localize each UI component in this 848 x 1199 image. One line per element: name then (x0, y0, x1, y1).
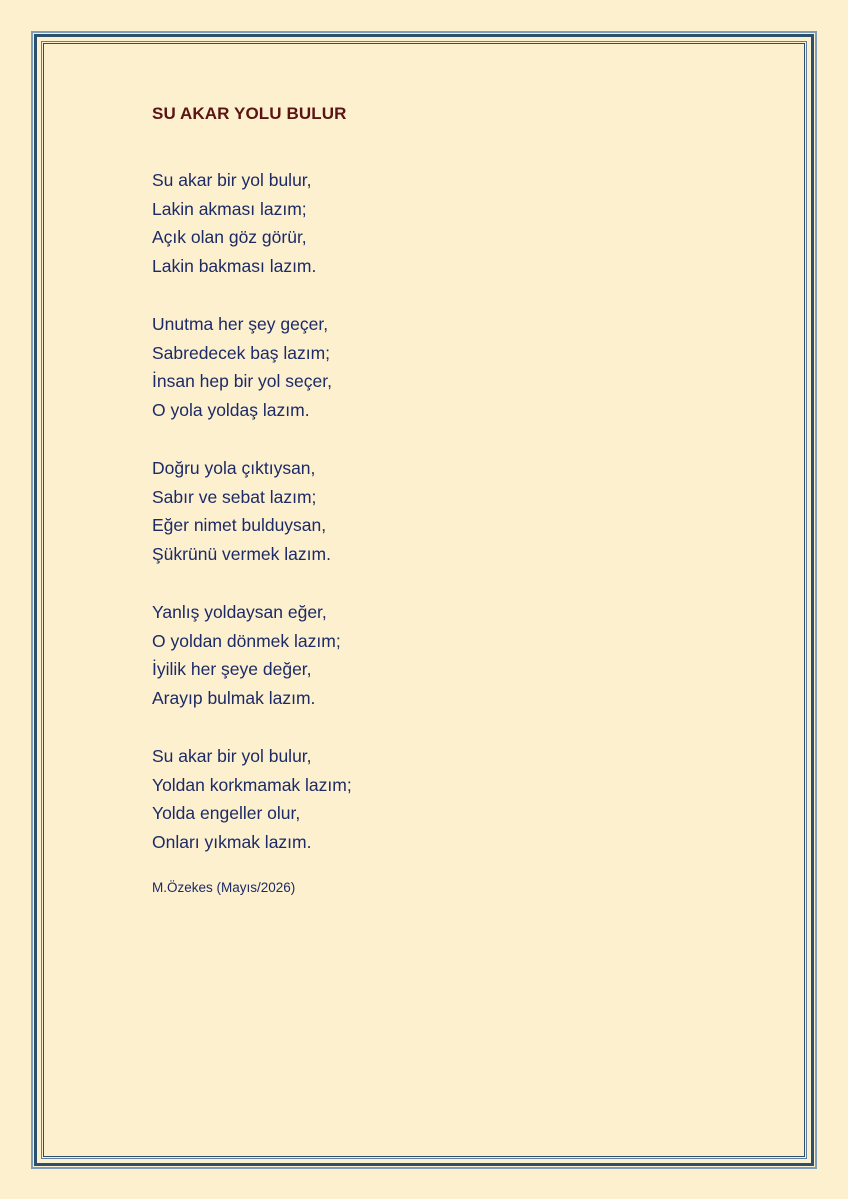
poem-line: Açık olan göz görür, (152, 227, 307, 247)
stanza-5 (152, 742, 752, 856)
poem-line: Onları yıkmak lazım. (152, 831, 312, 852)
poem-line: Arayıp bulmak lazım. (152, 687, 316, 708)
stanza-3 (152, 454, 752, 568)
stanza-1 (152, 166, 752, 280)
poem-line: Yolda engeller olur, (152, 803, 301, 823)
stanza-2 (152, 310, 752, 424)
poem-content (152, 100, 752, 898)
poem-line: Su akar bir yol bulur, (152, 746, 312, 766)
poem-line: Lakin akması lazım; (152, 198, 307, 219)
poem-title: SU AKAR YOLU BULUR (152, 104, 347, 123)
poem-line: İnsan hep bir yol seçer, (152, 371, 332, 391)
poem-line: Lakin bakması lazım. (152, 255, 317, 276)
poem-line: Sabredecek baş lazım; (152, 342, 331, 363)
poem-line: Şükrünü vermek lazım. (152, 543, 331, 564)
poem-body (152, 166, 752, 856)
poem-line: Eğer nimet bulduysan, (152, 515, 327, 535)
poem-line: Su akar bir yol bulur, (152, 170, 312, 190)
poem-line: Sabır ve sebat lazım; (152, 486, 317, 507)
poem-line: Doğru yola çıktıysan, (152, 458, 316, 478)
stanza-4 (152, 598, 752, 712)
poem-line: O yoldan dönmek lazım; (152, 630, 341, 651)
author-signature: M.Özekes (Mayıs/2026) (152, 880, 296, 895)
poem-line: Unutma her şey geçer, (152, 314, 329, 334)
poem-line: Yoldan korkmamak lazım; (152, 774, 352, 795)
poem-line: Yanlış yoldaysan eğer, (152, 602, 327, 622)
poem-line: İyilik her şeye değer, (152, 659, 312, 679)
poem-line: O yola yoldaş lazım. (152, 399, 310, 420)
